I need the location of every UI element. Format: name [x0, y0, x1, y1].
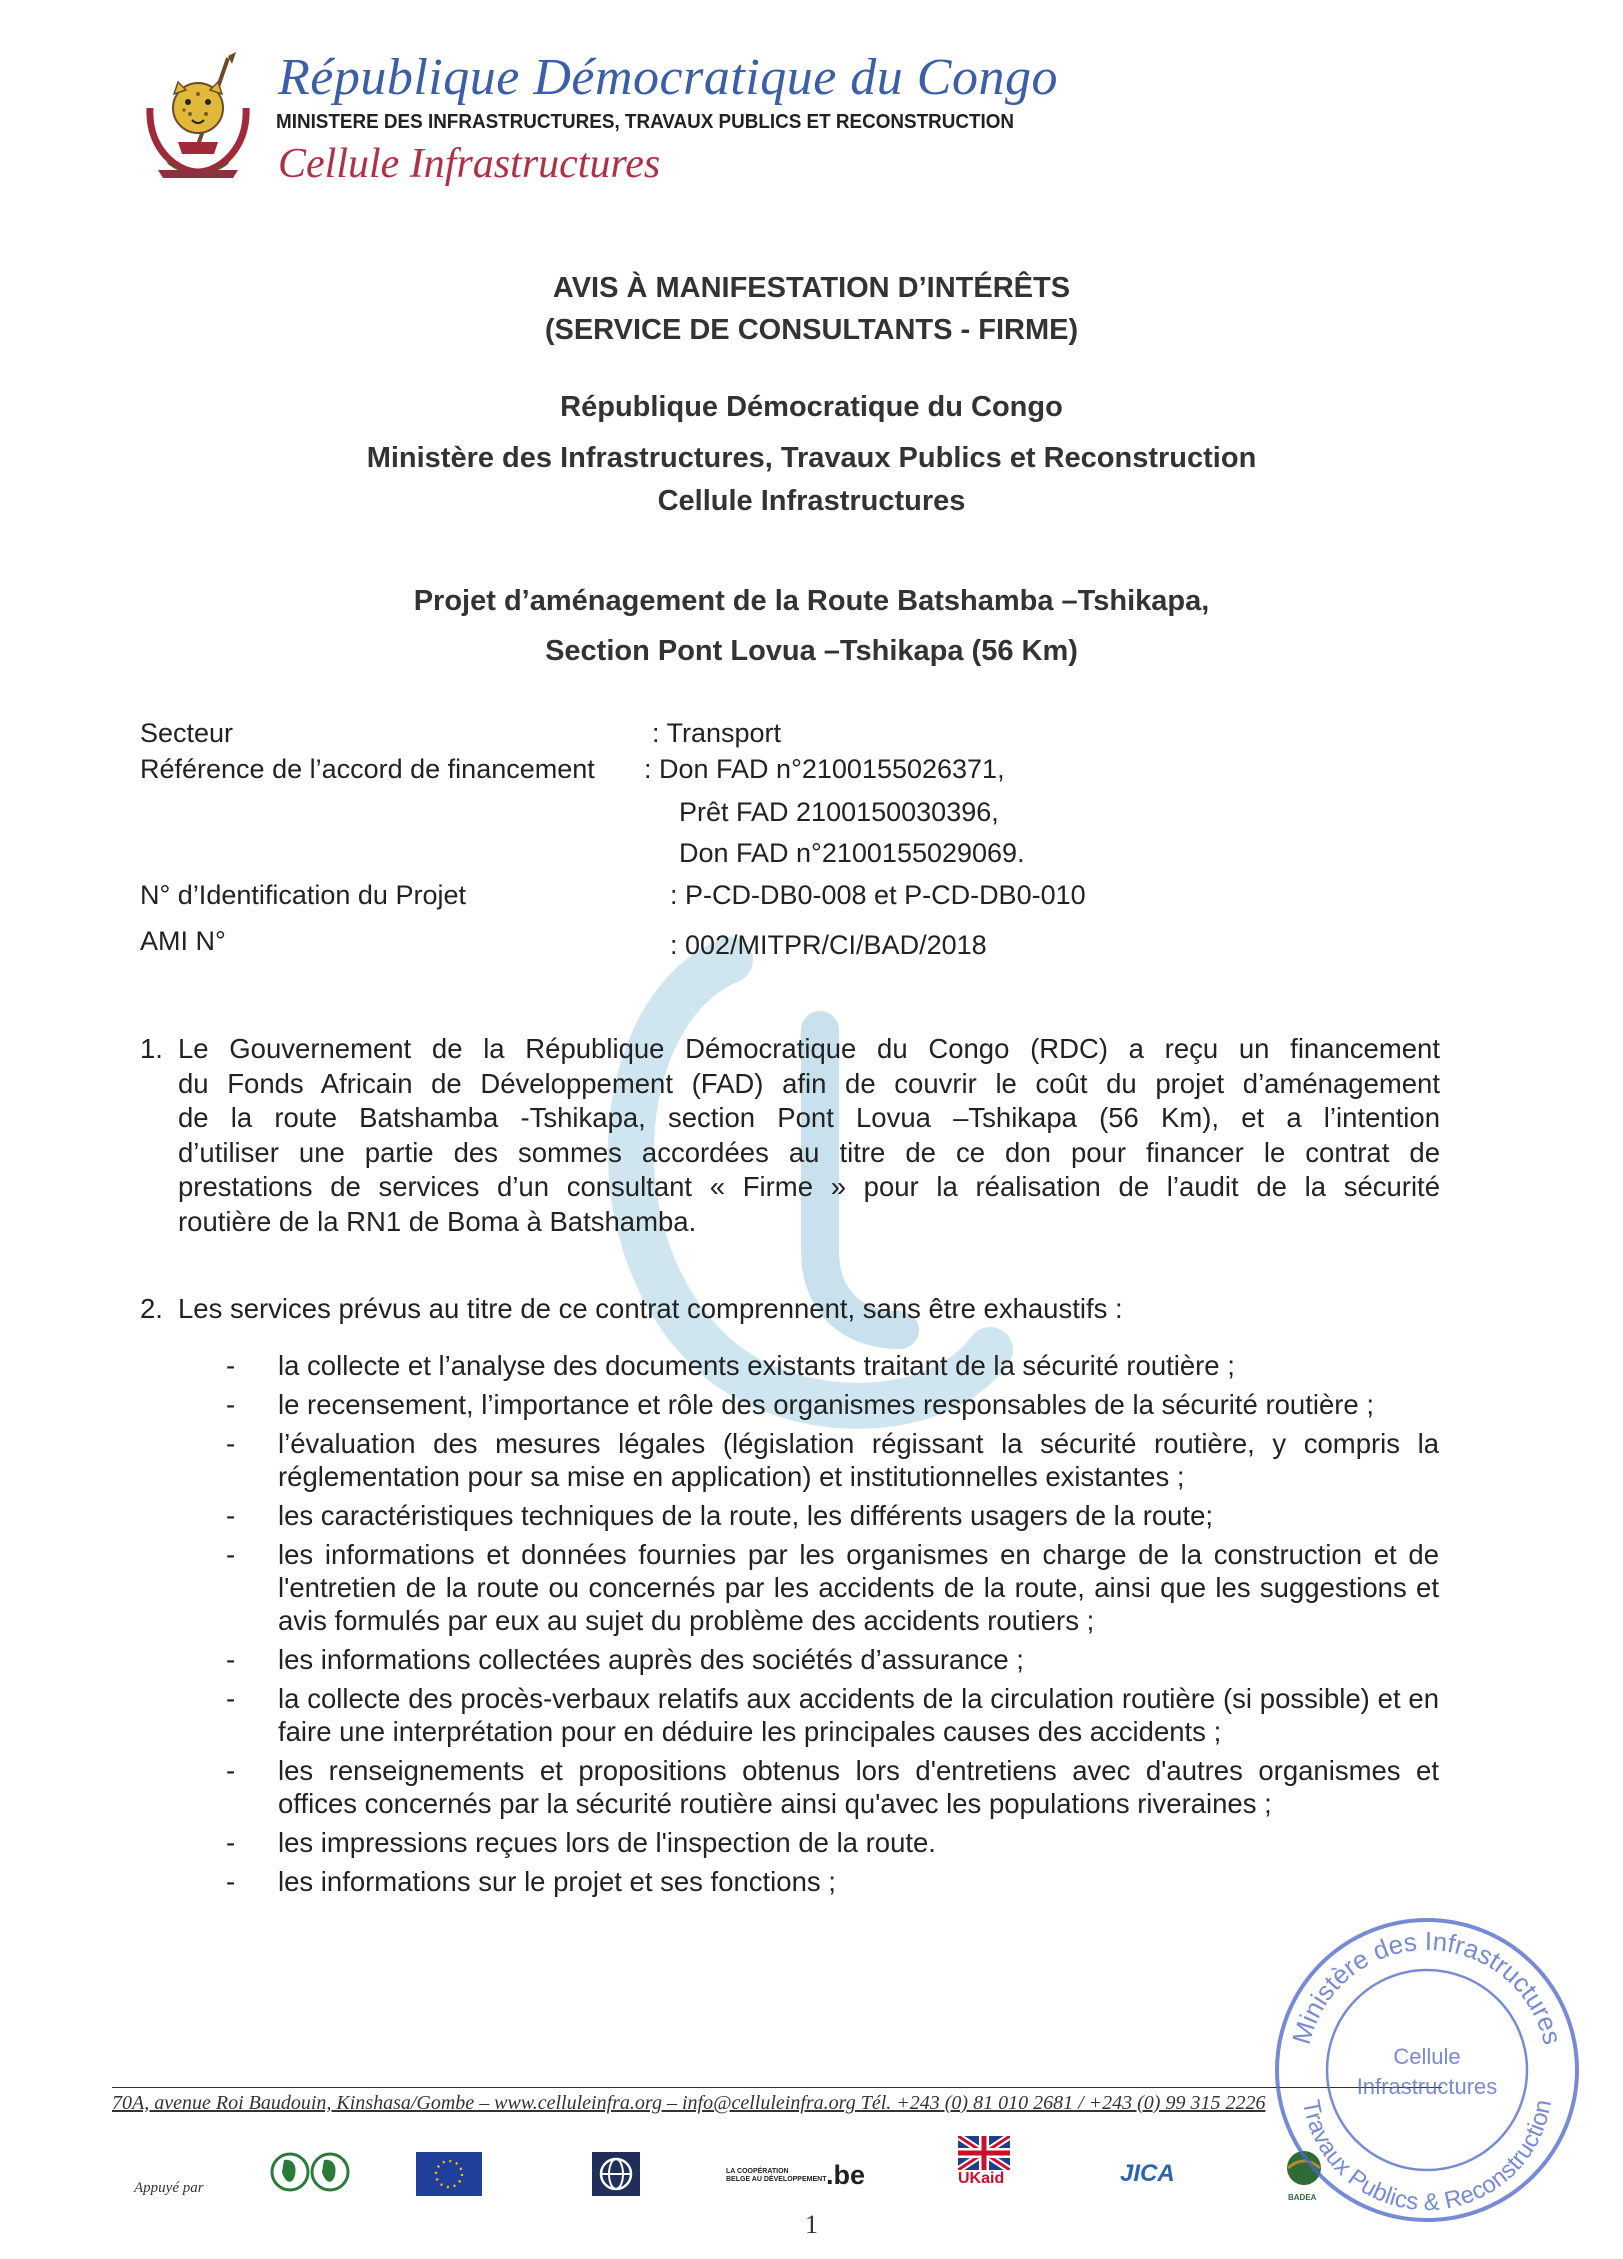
ami-label: AMI N° [140, 926, 226, 956]
afdb-logo [268, 2148, 354, 2196]
heading-country: République Démocratique du Congo [560, 391, 1063, 423]
paragraph-1-line: Le Gouvernement de la République Démocratique du Congo (RDC) a reçu un financement [178, 1033, 1440, 1064]
ami-value: : 002/MITPR/CI/BAD/2018 [670, 930, 987, 960]
coat-of-arms-logo [128, 50, 268, 190]
reference-label: Référence de l’accord de financement [140, 754, 595, 784]
reference-value-1: : Don FAD n°2100155026371, [644, 754, 1005, 784]
reference-value-2: Prêt FAD 2100150030396, [679, 797, 999, 827]
uk-flag-icon [958, 2136, 1010, 2170]
letterhead-country: République Démocratique du Congo [278, 49, 1058, 106]
paragraph-1-line: du Fonds Africain de Développement (FAD) afin de couvrir le coût du projet d’aménagement [178, 1067, 1440, 1099]
project-title-line1: Projet d’aménagement de la Route Batshamba –Tshikapa, [413, 585, 1210, 617]
paragraph-1-line: routière de la RN1 de Boma à Batshamba. [178, 1205, 697, 1237]
eu-flag-logo [416, 2152, 482, 2196]
reference-value-3: Don FAD n°2100155029069. [679, 838, 1025, 868]
world-bank-logo [592, 2152, 640, 2196]
paragraph-1 [140, 1032, 1440, 1239]
supported-by-label: Appuyé par [134, 2180, 204, 2196]
list-item: - les caractéristiques techniques de la route, les différents usagers de la route; [226, 1500, 1214, 1531]
paragraph-1-line: prestations de services d’un consultant « Firme » pour la réalisation de l’audit de la sécurité [178, 1171, 1440, 1202]
ukaid-logo: UKaid [958, 2170, 1005, 2187]
list-item: - le recensement, l’importance et rôle des organismes responsables de la sécurité routière ; [226, 1389, 1374, 1420]
paragraph-2-intro: Les services prévus au titre de ce contrat comprennent, sans être exhaustifs : [178, 1293, 1123, 1324]
svg-text:Cellule: Cellule [1393, 2044, 1461, 2069]
list-item: - la collecte des procès-verbaux relatifs aux accidents de la circulation routière (si possible) et en faire une interprétation pour en déduire les principales causes des accidents ; [226, 1683, 1439, 1747]
list-item: - les informations sur le projet et ses fonctions ; [226, 1866, 836, 1897]
paragraph-1-number: 1. [140, 1033, 163, 1064]
letterhead-cellule: Cellule Infrastructures [278, 141, 661, 187]
list-item: - les informations collectées auprès des sociétés d’assurance ; [226, 1644, 1024, 1675]
project-id-value: : P-CD-DB0-008 et P-CD-DB0-010 [670, 880, 1086, 910]
project-id-label: N° d’Identification du Projet [140, 880, 466, 910]
list-item: - l’évaluation des mesures légales (législation régissant la sécurité routière, y compris la réglementation pour sa mise en application) et institutionnelles existantes ; [226, 1428, 1439, 1492]
paragraph-2-number: 2. [140, 1293, 163, 1324]
paragraph-1-line: de la route Batshamba -Tshikapa, section Pont Lovua –Tshikapa (56 Km), et a l’intention [178, 1102, 1440, 1133]
project-title-line2: Section Pont Lovua –Tshikapa (56 Km) [545, 635, 1078, 667]
footer-address: 70A, avenue Roi Baudouin, Kinshasa/Gombe – www.celluleinfra.org – info@celluleinfra.org Tél. +243 (0) 81 010 2681 / +243 (0) 99 315 2226 [112, 2092, 1266, 2114]
official-stamp [1262, 1900, 1592, 2230]
list-item: - les impressions reçues lors de l'inspection de la route. [226, 1827, 936, 1858]
services-list [226, 1349, 1439, 1904]
paragraph-2 [140, 1292, 1440, 1327]
notice-subtitle: (SERVICE DE CONSULTANTS - FIRME) [544, 314, 1079, 346]
list-item: - les renseignements et propositions obtenus lors d'entretiens avec d'autres organismes et offices concernés par la sécurité routière ainsi qu'avec les populations riveraines ; [226, 1755, 1439, 1819]
jica-logo: JICA [1120, 2160, 1175, 2187]
notice-title: AVIS À MANIFESTATION D’INTÉRÊTS [552, 272, 1071, 304]
belgian-cooperation-logo: LA COOPÉRATION BELGE AU DÉVELOPPEMENT [726, 2168, 827, 2183]
heading-ministry: Ministère des Infrastructures, Travaux Publics et Reconstruction [366, 442, 1257, 474]
svg-text:Travaux Publics & Reconstructi: Travaux Publics & Reconstruction [1297, 2097, 1557, 2217]
letterhead-ministry: MINISTERE DES INFRASTRUCTURES, TRAVAUX PUBLICS ET RECONSTRUCTION [276, 110, 1015, 133]
list-item: - la collecte et l’analyse des documents existants traitant de la sécurité routière ; [226, 1350, 1235, 1381]
secteur-value: : Transport [652, 718, 782, 748]
badea-label: BADEA [1288, 2193, 1317, 2202]
footer-divider [112, 2087, 1442, 2088]
heading-cellule: Cellule Infrastructures [657, 485, 966, 517]
secteur-label: Secteur [140, 718, 234, 748]
page-number: 1 [805, 2210, 818, 2239]
svg-text:Ministère des Infrastructures: Ministère des Infrastructures [1285, 1925, 1568, 2048]
belgium-be-logo: .be [826, 2160, 866, 2190]
svg-text:Infrastructures: Infrastructures [1356, 2074, 1498, 2099]
list-item: - les informations et données fournies par les organismes en charge de la construction et de l'entretien de la route ou concernés par les accidents de la route, ainsi que les suggestions et avis formulés par eux au sujet du problème des accidents routiers ; [226, 1539, 1439, 1636]
paragraph-1-line: d’utiliser une partie des sommes accordées au titre de ce don pour financer le contrat de [178, 1136, 1440, 1168]
